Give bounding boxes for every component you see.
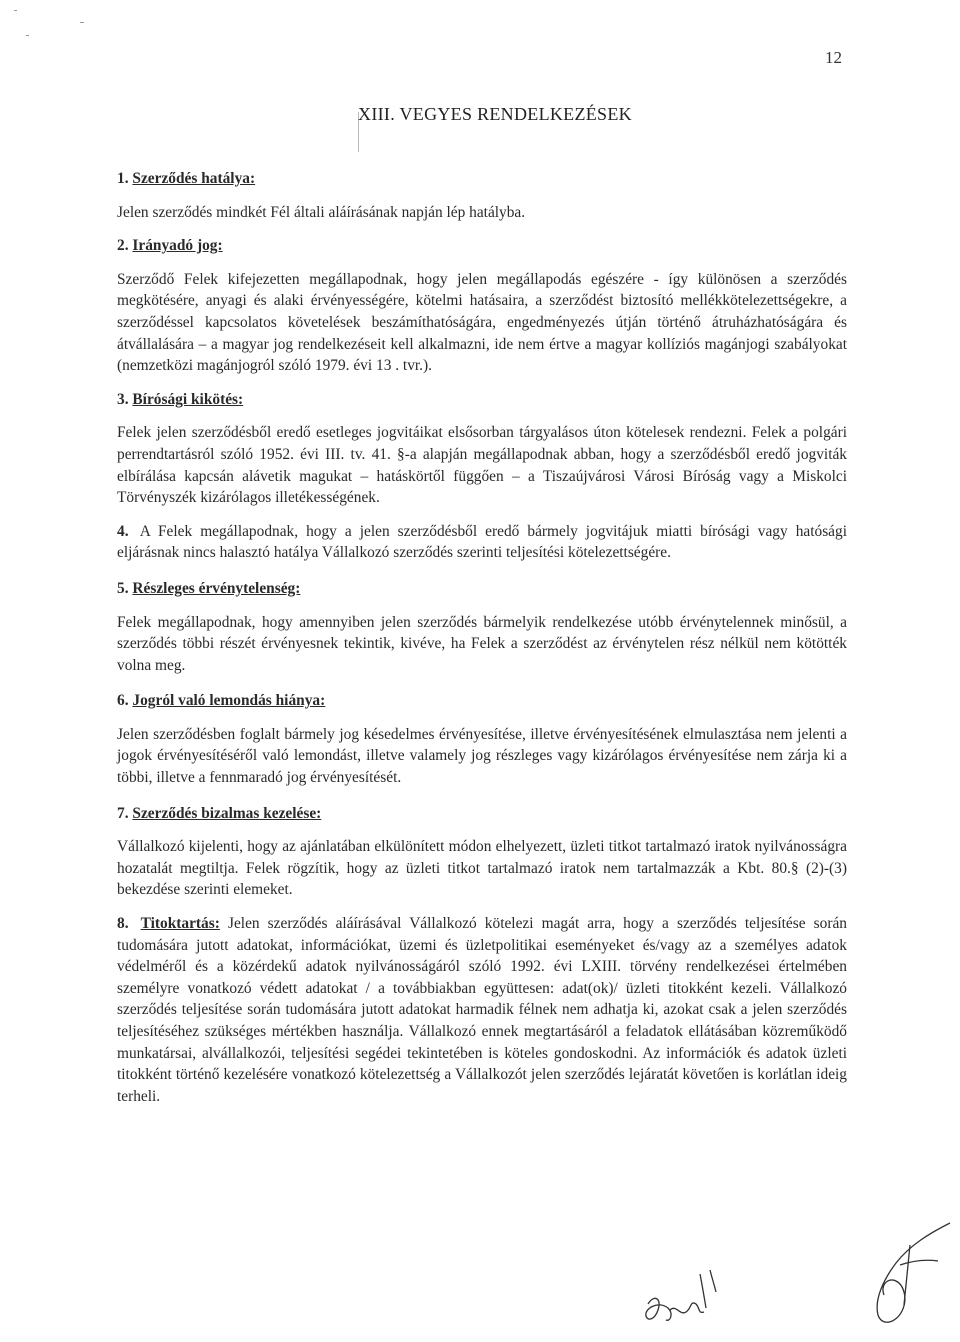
section-text: Szerződő Felek kifejezetten megállapodnak, hogy jelen megállapodás egészére - így különösen a szerződés megkötésére, anyagi és alaki érvényességére, kötelmi hatásaira, a szerződést biztosító mellékkötelezettségekre, a szerződéssel kapcsolatos követelések beszámíthatóságára, engedményezés útján történő átruházhatóságára és átvállalására – a magyar jog rendelkezéseit kell alkalmazni, ide nem értve a magyar kollíziós magánjogi szabályokat (nemzetközi magánjogról szóló 1979. évi 13 . tvr.). xyxy=(117,270,847,375)
section-text: Felek megállapodnak, hogy amennyiben jelen szerződés bármelyik rendelkezése utóbb érvénytelennek minősül, a szerződés többi részét érvényesnek tekintik, kivéve, ha Felek a szerződést az érvénytelen rész nélkül nem kötötték volna meg. xyxy=(117,613,847,674)
section-heading xyxy=(117,235,847,257)
section-title: Bírósági kikötés: xyxy=(132,390,244,408)
scan-speck xyxy=(80,22,84,23)
section-text xyxy=(117,521,847,564)
section-3 xyxy=(117,389,847,509)
section-6 xyxy=(117,690,847,788)
section-number: 4. xyxy=(117,522,129,540)
section-text xyxy=(117,913,847,1107)
section-text: Jelen szerződés mindkét Fél általi aláírásának napján lép hatályba. xyxy=(117,203,526,221)
section-heading xyxy=(117,803,847,825)
section-title: Irányadó jog: xyxy=(132,237,223,255)
scan-speck xyxy=(14,10,17,11)
section-4 xyxy=(117,521,847,564)
document-body xyxy=(117,168,847,1107)
section-number: 3. xyxy=(117,390,129,408)
section-title: Szerződés hatálya: xyxy=(132,170,256,187)
section-body: A Felek megállapodnak, hogy a jelen szerződésből eredő bármely jogvitájuk miatti bírósági vagy hatósági eljárásnak nincs halasztó hatálya Vállalkozó szerződés szerinti teljesítési kötelezettségére. xyxy=(117,522,847,562)
page-number: 12 xyxy=(825,48,842,67)
section-number: 5. xyxy=(117,579,129,597)
section-number: 7. xyxy=(117,804,129,822)
section-number: 1. xyxy=(117,170,129,187)
signature-initials-right xyxy=(860,1215,955,1330)
section-body: Jelen szerződés aláírásával Vállalkozó kötelezi magát arra, hogy a szerződés teljesítése során tudomására jutott adatokat, információkat, üzemi és üzletpolitikai eseményeket és/vagy az a személyes adatok védelméről és a közérdekű adatok nyilvánosságáról szóló 1992. évi LXIII. törvény rendelkezései értelmében személyre vonatkozó védett adatokat / a továbbiakban együttesen: adat(ok)/ üzleti titokként kezeli. Vállalkozó szerződés teljesítése során tudomására jutott adatokat harmadik félnek nem adhatja ki, azokat csak a jelen szerződés teljesítéséhez szükséges mértékben használja. Vállalkozó ennek megtartásáról a feladatok ellátásában közreműködő munkatársai, alvállalkozói, teljesítési segédei tekintetében is köteles gondoskodni. Az információk és adatok üzleti titokként történő kezelésére vonatkozó kötelezettség a Vállalkozót jelen szerződés lejáratát követően is korlátlan ideig terheli. xyxy=(117,915,847,1105)
section-number: 6. xyxy=(117,692,129,710)
scan-speck xyxy=(26,35,29,36)
section-title: Jogról való lemondás hiánya: xyxy=(132,692,326,710)
section-title: Titoktartás: xyxy=(140,915,220,933)
section-title: Szerződés bizalmas kezelése: xyxy=(132,804,322,822)
signature-initials-left xyxy=(640,1264,730,1334)
section-5 xyxy=(117,578,847,676)
section-number: 8. xyxy=(117,915,129,933)
section-heading xyxy=(117,389,847,411)
section-title: Részleges érvénytelenség: xyxy=(132,579,301,597)
section-heading xyxy=(117,690,847,712)
section-1 xyxy=(117,168,847,223)
section-text: Jelen szerződésben foglalt bármely jog késedelmes érvényesítése, illetve érvényesítésének elmulasztása nem jelenti a jogok érvényesítéséről való lemondást, illetve valamely jog részleges vagy kizárólagos érvényesítése nem zárja ki a többi, illetve a fennmaradó jog érvényesítését. xyxy=(117,725,847,787)
section-text: Vállalkozó kijelenti, hogy az ajánlatában elkülönített módon elhelyezett, üzleti titkot tartalmazó iratok nyilvánosságra hozatalát megtiltja. Felek rögzítik, hogy az üzleti titkot tartalmazó iratok nem tartalmazzák a Kbt. 80.§ (2)-(3) bekezdése szerinti elemeket. xyxy=(117,838,847,899)
section-8 xyxy=(117,913,847,1107)
section-heading xyxy=(117,578,847,600)
section-7 xyxy=(117,803,847,901)
section-2 xyxy=(117,235,847,377)
section-number: 2. xyxy=(117,237,129,255)
section-heading xyxy=(117,168,847,190)
section-text: Felek jelen szerződésből eredő esetleges jogvitáikat elsősorban tárgyalásos úton kötelesek rendezni. Felek a polgári perrendtartásról szóló 1952. évi III. tv. 41. §-a alapján megállapodnak abban, hogy a szerződésből eredő jogviták elbírálása kapcsán alávetik magukat – hatáskörtől függően – a Tiszaújvárosi Városi Bíróság vagy a Miskolci Törvényszék kizárólagos illetékességének. xyxy=(117,424,847,507)
chapter-title: XIII. VEGYES RENDELKEZÉSEK xyxy=(358,104,632,124)
